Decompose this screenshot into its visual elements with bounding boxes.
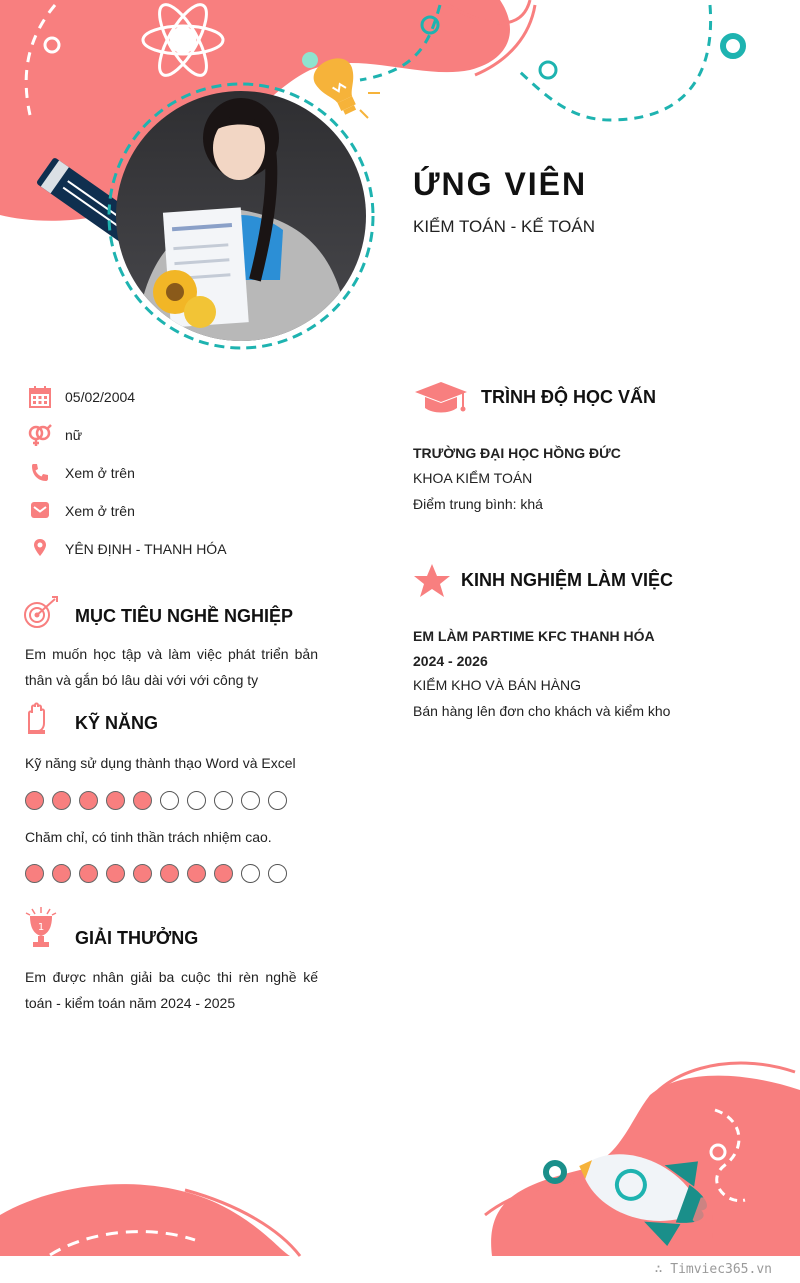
candidate-name: ỨNG VIÊN bbox=[413, 166, 588, 202]
education-school: TRƯỜNG ĐẠI HỌC HỒNG ĐỨC bbox=[413, 445, 621, 461]
objective-title: MỤC TIÊU NGHỀ NGHIỆP bbox=[75, 606, 294, 626]
skill-1-rating bbox=[25, 791, 287, 810]
awards-line-1: Em được nhân giải ba cuộc thi rèn nghề kế bbox=[25, 969, 318, 985]
objective-text bbox=[25, 641, 318, 693]
info-gender bbox=[28, 423, 82, 447]
rating-dot-filled bbox=[106, 791, 125, 810]
rating-dot-empty bbox=[214, 791, 233, 810]
location-pin-icon bbox=[28, 537, 52, 561]
rating-dot-filled bbox=[160, 864, 179, 883]
experience-description: Bán hàng lên đơn cho khách và kiểm kho bbox=[413, 703, 671, 719]
skill-2-rating bbox=[25, 864, 287, 883]
rating-dot-empty bbox=[268, 791, 287, 810]
rating-dot-empty bbox=[187, 791, 206, 810]
skill-2-name: Chăm chỉ, có tinh thần trách nhiệm cao. bbox=[25, 829, 272, 845]
experience-period: 2024 - 2026 bbox=[413, 653, 488, 669]
info-phone bbox=[28, 461, 135, 485]
rating-dot-filled bbox=[79, 791, 98, 810]
rating-dot-filled bbox=[79, 864, 98, 883]
education-faculty: KHOA KIỂM TOÁN bbox=[413, 470, 533, 486]
email-text: Xem ở trên bbox=[65, 503, 135, 519]
info-address bbox=[28, 537, 227, 561]
rating-dot-filled bbox=[133, 791, 152, 810]
profile-photo bbox=[105, 80, 377, 352]
gender-icon bbox=[28, 423, 52, 447]
objective-line-2: thân và gắn bó lâu dài với với công ty bbox=[25, 672, 259, 688]
awards-text bbox=[25, 964, 318, 1016]
rating-dot-empty bbox=[241, 864, 260, 883]
trophy-icon bbox=[24, 906, 58, 950]
objective-line-1: Em muốn học tập và làm việc phát triển bản bbox=[25, 646, 318, 662]
phone-text: Xem ở trên bbox=[65, 465, 135, 481]
rating-dot-filled bbox=[187, 864, 206, 883]
phone-icon bbox=[28, 461, 52, 485]
target-icon bbox=[22, 596, 60, 630]
rating-dot-empty bbox=[268, 864, 287, 883]
experience-role: KIỂM KHO VÀ BÁN HÀNG bbox=[413, 677, 582, 693]
rating-dot-filled bbox=[214, 864, 233, 883]
hand-icon bbox=[24, 701, 50, 735]
rating-dot-filled bbox=[25, 791, 44, 810]
rating-dot-filled bbox=[106, 864, 125, 883]
gender-text: nữ bbox=[65, 427, 83, 443]
svg-text:1: 1 bbox=[37, 922, 45, 933]
info-birthdate bbox=[28, 385, 135, 409]
email-icon bbox=[28, 499, 52, 523]
job-title: KIỂM TOÁN - KẾ TOÁN bbox=[413, 217, 596, 236]
awards-title: GIẢI THƯỞNG bbox=[75, 928, 199, 948]
education-gpa: Điểm trung bình: khá bbox=[413, 496, 543, 512]
address-text: YÊN ĐỊNH - THANH HÓA bbox=[65, 541, 227, 557]
skills-title: KỸ NĂNG bbox=[75, 713, 159, 733]
rating-dot-empty bbox=[160, 791, 179, 810]
graduation-cap-icon bbox=[413, 380, 469, 416]
experience-title: KINH NGHIỆM LÀM VIỆC bbox=[461, 570, 674, 590]
rating-dot-filled bbox=[133, 864, 152, 883]
awards-line-2: toán - kiểm toán năm 2024 - 2025 bbox=[25, 995, 236, 1011]
skill-1-name: Kỹ năng sử dụng thành thạo Word và Excel bbox=[25, 755, 296, 771]
calendar-icon bbox=[28, 385, 52, 409]
info-email bbox=[28, 499, 135, 523]
rating-dot-empty bbox=[241, 791, 260, 810]
education-title: TRÌNH ĐỘ HỌC VẤN bbox=[481, 387, 656, 407]
birthdate-text: 05/02/2004 bbox=[65, 389, 136, 405]
watermark: ∴ Timviec365.vn bbox=[654, 1262, 772, 1277]
rating-dot-filled bbox=[52, 791, 71, 810]
star-icon bbox=[413, 563, 451, 599]
rating-dot-filled bbox=[25, 864, 44, 883]
experience-company: EM LÀM PARTIME KFC THANH HÓA bbox=[413, 628, 655, 644]
rating-dot-filled bbox=[52, 864, 71, 883]
